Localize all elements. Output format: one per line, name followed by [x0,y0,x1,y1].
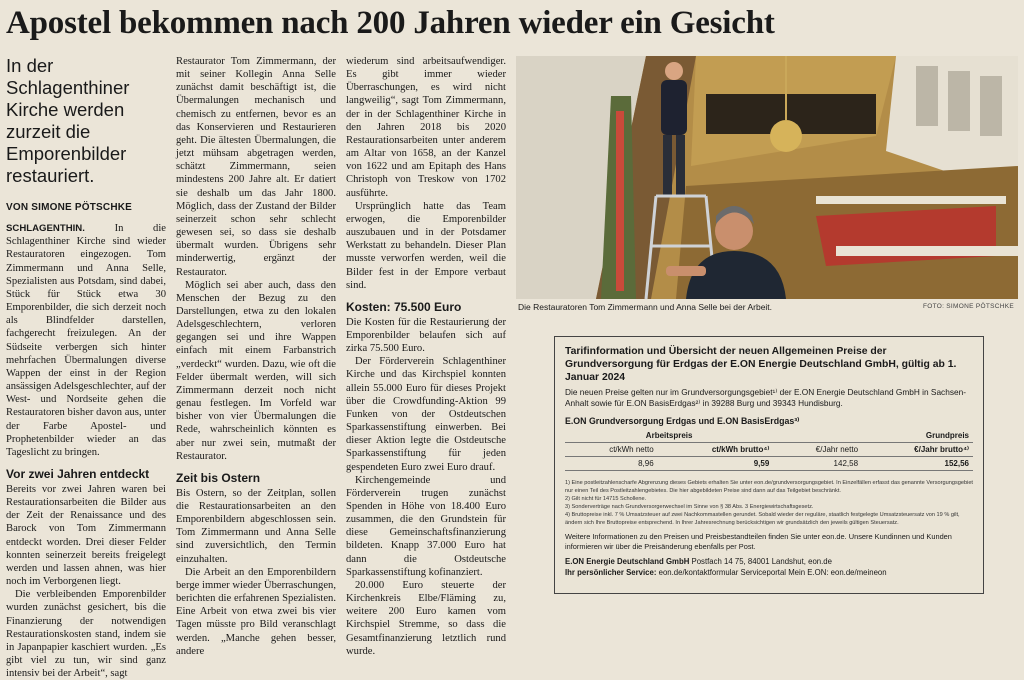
more-info: Weitere Informationen zu den Preisen und Preisbestandteilen finden Sie unter eon.de. Unsere Kundinnen und Kunden informieren wir über die Preisänderung ebenfalls per Post. [565,532,952,551]
article-column-2 [176,55,336,657]
footnote: 1) Eine postleitzahlenscharfe Abgrenzung dieses Gebiets erhalten Sie unter eon.de/grundversorgungsgebiet. In Einzelfällen erfasst das genannte Versorgungsgebiet nur einen Teil des Postleitzahlengebietes. Die hier abgebildeten Preise sind dann auf das Teilgebiet beschränkt. [565,480,973,494]
price-table-title: E.ON Grundversorgung Erdgas und E.ON BasisErdgas³⁾ [565,416,800,426]
paragraph: Die verbleibenden Emporenbilder wurden zunächst gesichert, bis die Finanzierung der notwendigen Restaurationskosten stand, indem sie in Japanpapier kaschiert wurden. „Es gibt viel zu tun, wir sind ganz intensiv bei der Arbeit“, sagt [6,589,166,680]
company-name: E.ON Energie Deutschland GmbH [565,557,690,566]
company-address: Postfach 14 75, 84001 Landshut, eon.de [691,557,832,566]
contact-block [565,556,973,578]
table-header: €/Jahr brutto⁴⁾ [862,443,973,457]
photo-caption [518,302,1018,312]
article-column-1 [6,55,166,680]
paragraph [6,222,166,459]
service-label: Ihr persönlicher Service: [565,568,657,577]
paragraph: Die Kosten für die Restaurierung der Emporenbilder belaufen sich auf zirka 75.500 Euro. [346,316,506,355]
footnote: 3) Sonderverträge nach Grundversorgerwechsel im Sinne von § 38 Abs. 3 Energiewirtschaftsgesetz. [565,504,814,510]
caption-text: Die Restauratoren Tom Zimmermann und Anna Selle bei der Arbeit. [518,302,773,312]
paragraph: Bereits vor zwei Jahren waren bei Restaurationsarbeiten die Bilder aus der Zeit der Renaissance und des Barock von Tom Zimmermann entdeckt worden. Drei dieser Felder konnten seinerzeit bereits freigelegt werden und lassen ahnen, was hier noch im Verborgenen liegt. [6,483,166,588]
subheading: Vor zwei Jahren entdeckt [6,466,150,481]
paragraph: Ursprünglich hatte das Team erwogen, die Emporenbilder auszubauen und in der Potsdamer Werkstatt zu behandeln. Dieser Plan musste verworfen werden, weil die Bilder fest in der Empore verbaut sind. [346,200,506,291]
paragraph: Restaurator Tom Zimmermann, der mit seiner Kollegin Anna Selle zunächst damit beschäftigt ist, die Übermalungen mechanisch und chemisch zu entfernen, bevor es an das Konservieren und Restaurieren geht. Die ältesten Übermalungen, die jetzt mühsam abgetragen werden, schätzt Zimmermann, seien mindestens 200 Jahre alt. Er datiert sie deshalb um das Jahr 1800. Möglich, dass der Zustand der Bilder seinerzeit schon sehr schlecht gewesen sei, so dass sie deshalb übermalt wurden. Übrigens sehr minderwertig, ergänzt der Restaurator. [176,56,336,278]
paragraph: Bis Ostern, so der Zeitplan, sollen die Restaurationsarbeiten an den Emporenbildern abgeschlossen sein. Tom Zimmermann und Anna Selle sind zuversichtlich, den Termin einzuhalten. [176,487,336,565]
subheading: Zeit bis Ostern [176,470,261,485]
headline: Apostel bekommen nach 200 Jahren wieder ein Gesicht [6,5,775,41]
table-cell: 8,96 [565,457,658,471]
article-column-3 [346,55,506,657]
notice-intro: Die neuen Preise gelten nur im Grundversorgungsgebiet¹⁾ der E.ON Energie Deutschland GmbH in Sachsen-Anhalt sowie für E.ON BasisErdgas²⁾ in 39288 Burg und 39343 Hundisburg. [565,387,966,408]
notice-title: Tarifinformation und Übersicht der neuen Allgemeinen Preise der Grundversorgung für Erdgas der E.ON Energie Deutschland GmbH, gültig ab 1. Januar 2024 [565,346,957,383]
paragraph: Möglich sei aber auch, dass den Menschen der Bezug zu den Darstellungen, etwa zu den lokalen Adelsgeschlechtern, verloren gegangen sei und ihre Wappen einfach mit einem Farbanstrich „verdeckt“ wurden. Dazu, wie oft die Felder übermalt werden, will sich Zimmermann derzeit noch nicht genau festlegen. Im Vorfeld war bisher von vier Übermalungen die Rede, wahrscheinlich könnten es aber nur zwei sein, mutmaßt der Restaurator. [176,279,336,462]
table-cell: 152,56 [862,457,973,471]
church-interior-photo [516,56,1018,299]
paragraph: wiederum sind arbeitsaufwendiger. Es gibt immer wieder Überraschungen, es wird nicht langweilig“, sagt Tom Zimmermann, der in der Schlagenthiner Kirche in den Jahren 2018 bis 2020 Restaurationsarbeiten unter anderem am Altar von 1658, an der Kanzel von 1622 und am Epitaph des Hans Christoph von Treskow von 1702 ausführte. [346,56,506,199]
table-cell: 9,59 [658,457,774,471]
table-header: ct/kWh brutto⁴⁾ [658,443,774,457]
paragraph-text: In die Schlagenthiner Kirche sind wieder Restauratoren eingezogen. Tom Zimmermann und Anna Selle, Spezialisten aus Potsdam, sind dabei, Stück für Stück etwa 30 Emporenbilder, die sich derzeit noch als Blindfelder darstellen, fachgerecht freizulegen. An der Südseite verbergen sich hinter mehrfachen Übermalungen diverse Wappen der einst in der Region ansässigen Adelsgeschlechter, auf der West- und Nordseite gehen die Restauratoren bisher davon aus, unter der Farbe Apostel- und Prophetenbilder wieder an das Tageslicht zu bringen. [6,223,166,458]
table-header: ct/kWh netto [565,443,658,457]
lead-text: In der Schlagenthiner Kirche werden zurzeit die Emporenbilder restauriert. [6,55,130,186]
paragraph: 20.000 Euro steuerte der Kirchenkreis Elbe/Fläming zu, weitere 200 Euro kamen vom Kirchspiel Stremme, so dass die Gesamtfinanzierung letztlich rund wurde. [346,579,506,657]
paragraph: Der Förderverein Schlagenthiner Kirche und das Kirchspiel konnten allein 55.000 Euro für dieses Projekt über die Crowdfunding-Aktion 99 Funken von der Ostdeutschen Sparkassenstiftung einwerben. Bei dieser Aktion legte die Ostdeutsche Sparkassenstiftung für jeden gespendeten Euro zwei Euro drauf. [346,356,506,473]
table-group-header: Arbeitspreis [565,429,773,443]
table-cell: 142,58 [773,457,862,471]
table-header: €/Jahr netto [773,443,862,457]
footnote: 2) Gilt nicht für 14715 Schollene. [565,496,647,502]
footnotes [565,479,973,527]
eon-tariff-notice [554,336,984,594]
price-table [565,429,973,471]
photo-credit: FOTO: SIMONE PÖTSCHKE [922,303,1014,310]
service-links: eon.de/kontaktformular Serviceportal Mein E.ON: eon.de/meineon [658,568,887,577]
footnote: 4) Bruttopreise inkl. 7 % Umsatzsteuer auf zwei Nachkommastellen gerundet. Sobald wieder der reguläre, staatlich festgelegte Umsatzsteuersatz von 19 % gilt, ändern sich Ihre Bruttopreise entsprechend. In Ihrer Jahresrechnung berücksichtigen wir grundsätzlich den jeweils gültigen Steuersatz. [565,512,960,526]
byline: VON SIMONE PÖTSCHKE [6,202,133,213]
dateline: SCHLAGENTHIN. [6,223,85,235]
paragraph: Die Arbeit an den Emporenbildern berge immer wieder Überraschungen, berichten die erfahrenen Spezialisten. Eine Arbeit von etwa zwei bis vier Tagen müsste pro Bild veranschlagt werden. „Manche gehen besser, andere [176,566,336,657]
subheading: Kosten: 75.500 Euro [346,299,462,314]
table-group-header: Grundpreis [773,429,973,443]
paragraph: Kirchengemeinde und Förderverein trugen zunächst Spenden in Höhe von 18.400 Euro zusammen, die den Grundstein für diese Gemeinschaftsfinanzierung bildeten. Knapp 37.000 Euro hat dann die Ostdeutsche Sparkassenstiftung kofinanziert. [346,474,506,578]
